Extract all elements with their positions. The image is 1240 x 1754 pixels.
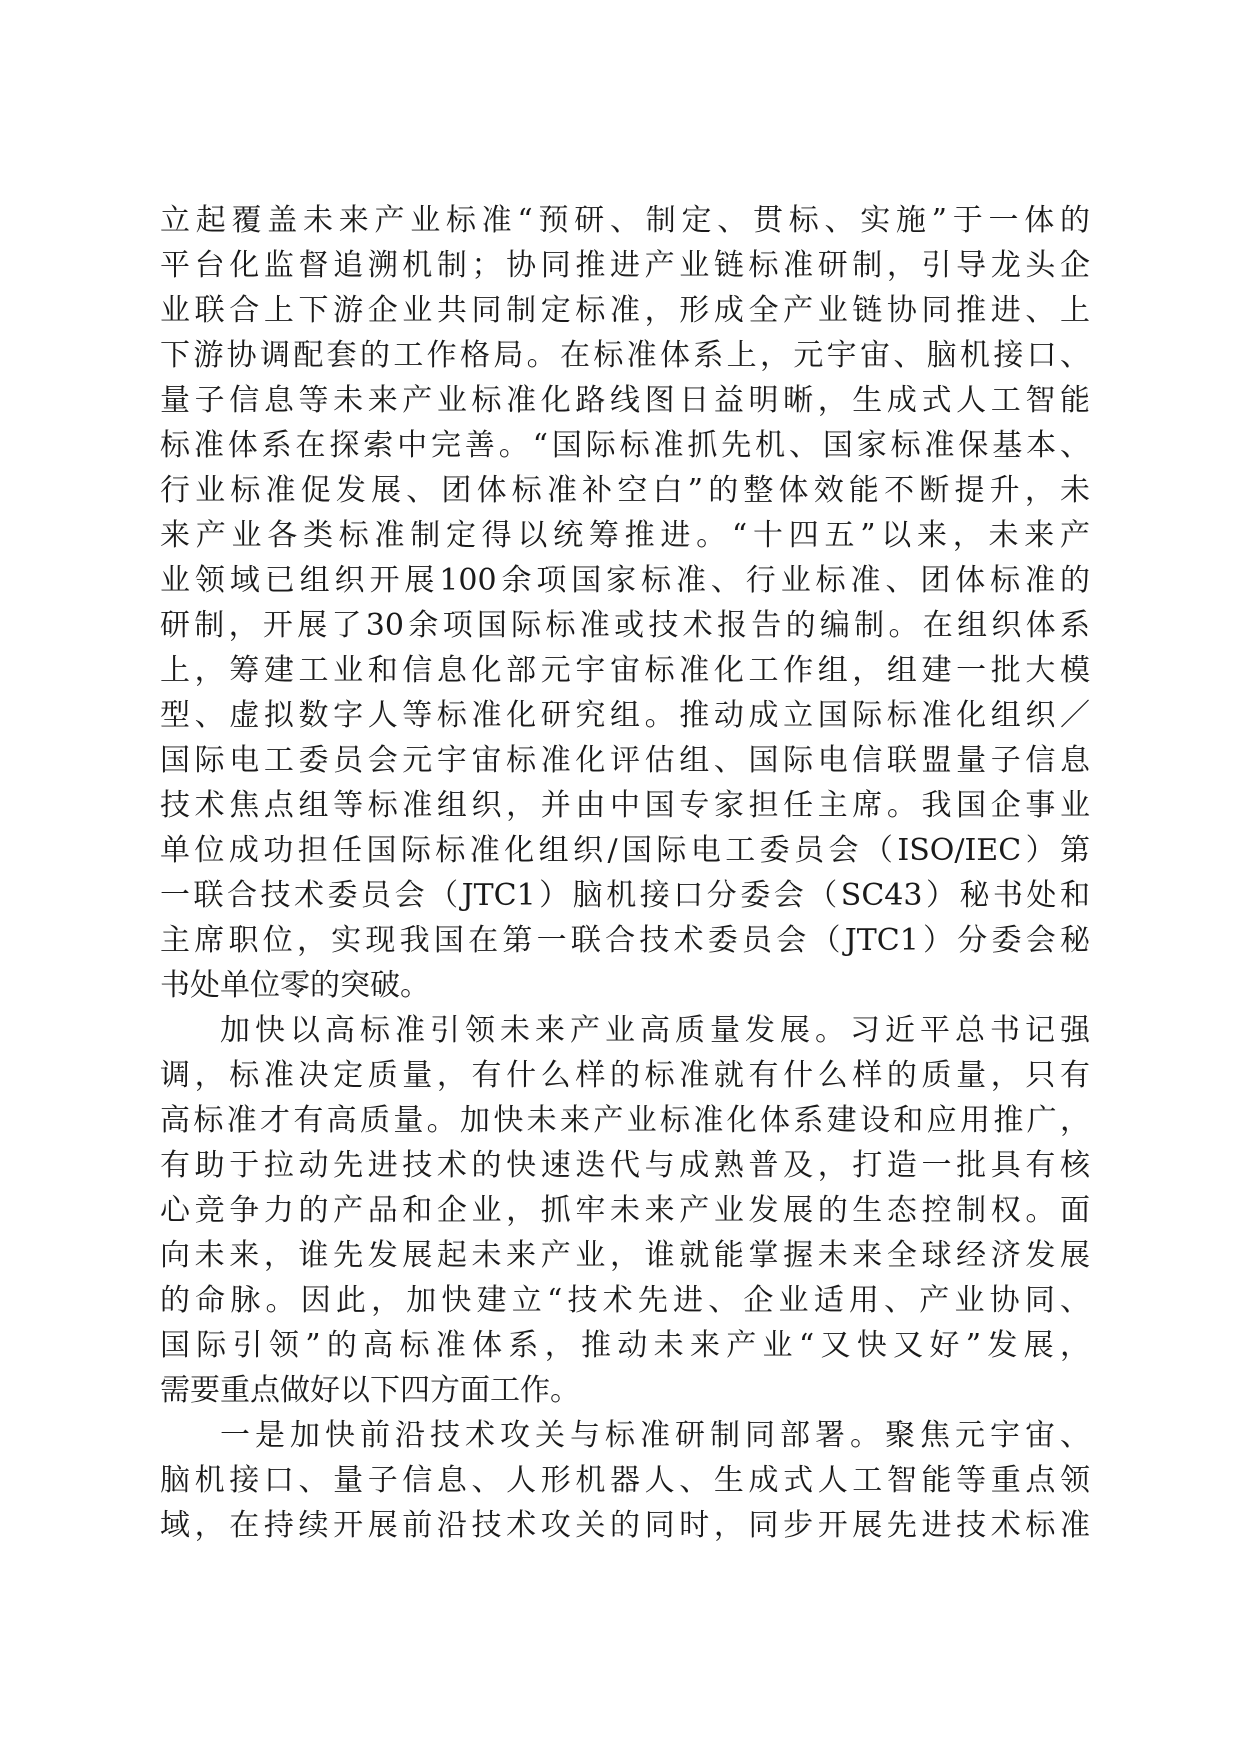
text-line: 量子信息等未来产业标准化路线图日益明晰，生成式人工智能: [160, 383, 1090, 418]
body-text: [160, 198, 1090, 1548]
text-line: 上，筹建工业和信息化部元宇宙标准化工作组，组建一批大模: [160, 653, 1090, 688]
text-line: 业联合上下游企业共同制定标准，形成全产业链协同推进、上: [160, 293, 1090, 328]
text-line: 国际电工委员会元宇宙标准化评估组、国际电信联盟量子信息: [160, 743, 1090, 778]
text-line: 立起覆盖未来产业标准“预研、制定、贯标、实施”于一体的: [160, 203, 1090, 238]
paragraph-last-line: 需要重点做好以下四方面工作。: [160, 1373, 580, 1408]
text-line: 调，标准决定质量，有什么样的标准就有什么样的质量，只有: [160, 1058, 1090, 1093]
text-line: 有助于拉动先进技术的快速迭代与成熟普及，打造一批具有核: [160, 1148, 1090, 1183]
text-line: 平台化监督追溯机制；协同推进产业链标准研制，引导龙头企: [160, 248, 1090, 283]
paragraph-last-line: 书处单位零的突破。: [160, 968, 430, 1003]
text-line: 下游协调配套的工作格局。在标准体系上，元宇宙、脑机接口、: [160, 338, 1090, 373]
text-line: 脑机接口、量子信息、人形机器人、生成式人工智能等重点领: [160, 1463, 1090, 1498]
text-line: 一联合技术委员会（JTC1）脑机接口分委会（SC43）秘书处和: [160, 878, 1090, 913]
text-line: 来产业各类标准制定得以统筹推进。“十四五”以来，未来产: [160, 518, 1090, 553]
paragraph-first-line: 一是加快前沿技术攻关与标准研制同部署。聚焦元宇宙、: [220, 1418, 1090, 1453]
text-line: 主席职位，实现我国在第一联合技术委员会（JTC1）分委会秘: [160, 923, 1090, 958]
text-line: 域，在持续开展前沿技术攻关的同时，同步开展先进技术标准: [160, 1508, 1090, 1543]
text-line: 技术焦点组等标准组织，并由中国专家担任主席。我国企事业: [160, 788, 1090, 823]
text-line: 向未来，谁先发展起未来产业，谁就能掌握未来全球经济发展: [160, 1238, 1090, 1273]
text-line: 业领域已组织开展100余项国家标准、行业标准、团体标准的: [160, 563, 1090, 598]
text-line: 单位成功担任国际标准化组织/国际电工委员会（ISO/IEC）第: [160, 833, 1090, 868]
text-line: 行业标准促发展、团体标准补空白”的整体效能不断提升，未: [160, 473, 1090, 508]
text-line: 标准体系在探索中完善。“国际标准抓先机、国家标准保基本、: [160, 428, 1090, 463]
text-line: 的命脉。因此，加快建立“技术先进、企业适用、产业协同、: [160, 1283, 1090, 1318]
text-line: 研制，开展了30余项国际标准或技术报告的编制。在组织体系: [160, 608, 1090, 643]
text-line: 国际引领”的高标准体系，推动未来产业“又快又好”发展，: [160, 1328, 1090, 1363]
text-line: 心竞争力的产品和企业，抓牢未来产业发展的生态控制权。面: [160, 1193, 1090, 1228]
text-line: 型、虚拟数字人等标准化研究组。推动成立国际标准化组织／: [160, 698, 1090, 733]
paragraph-first-line: 加快以高标准引领未来产业高质量发展。习近平总书记强: [220, 1013, 1090, 1048]
text-line: 高标准才有高质量。加快未来产业标准化体系建设和应用推广，: [160, 1103, 1090, 1138]
